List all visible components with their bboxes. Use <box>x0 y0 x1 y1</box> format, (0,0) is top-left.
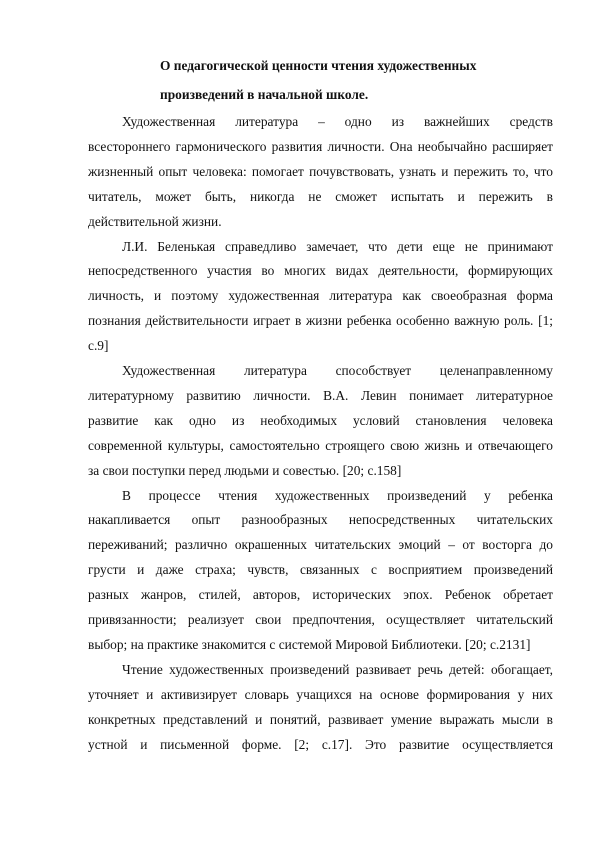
paragraph-5-line-3: конкретных представлений и понятий, развивает умение выражать мысли в <box>88 711 553 727</box>
paragraph-1-line-5: действительной жизни. <box>88 213 222 229</box>
paragraph-4-line-1: В процессе чтения художественных произведений у ребенка <box>122 487 553 503</box>
paragraph-2-line-1: Л.И. Беленькая справедливо замечает, что дети еще не принимают <box>122 238 553 254</box>
paragraph-3-line-4: современной культуры, самостоятельно строящего свою жизнь и отвечающего <box>88 437 553 453</box>
document-title-line-1: О педагогической ценности чтения художественных <box>160 58 477 73</box>
paragraph-4-line-5: разных жанров, стилей, авторов, исторических эпох. Ребенок обретает <box>88 587 553 603</box>
paragraph-4-line-4: грусти и даже страха; чувств, связанных с восприятием произведений <box>88 562 553 578</box>
paragraph-1-line-2: всестороннего гармонического развития личности. Она необычайно расширяет <box>88 138 553 154</box>
paragraph-2-line-5: с.9] <box>88 338 109 354</box>
paragraph-4-line-6: привязанности; реализует свои предпочтения, осуществляет читательский <box>88 612 553 627</box>
paragraph-1-line-4: читатель, может быть, никогда не сможет испытать и пережить в <box>88 188 553 204</box>
paragraph-2-line-2: непосредственного участия во многих видах деятельности, формирующих <box>88 263 553 279</box>
paragraph-3-line-3: развитие как одно из необходимых условий становления человека <box>88 412 553 428</box>
paragraph-2-line-3: личность, и поэтому художественная литература как своеобразная форма <box>88 288 553 304</box>
paragraph-4-line-3: переживаний; различно окрашенных читательских эмоций – от восторга до <box>88 537 553 553</box>
paragraph-5-line-1: Чтение художественных произведений развивает речь детей: обогащает, <box>122 661 553 677</box>
paragraph-3-line-5: за свои поступки перед людьми и совестью. [20; с.158] <box>88 462 402 478</box>
paragraph-3-line-1: Художественная литература способствует целенаправленному <box>122 363 553 378</box>
paragraph-1-line-1: Художественная литература – одно из важнейших средств <box>122 114 553 129</box>
paragraph-2-line-4: познания действительности играет в жизни ребенка особенно важную роль. [1; <box>88 313 553 329</box>
paragraph-1-line-3: жизненный опыт человека: помогает почувствовать, узнать и пережить то, что <box>88 163 553 179</box>
paragraph-4-line-7: выбор; на практике знакомится с системой Мировой Библиотеки. [20; с.2131] <box>88 636 531 652</box>
paragraph-5-line-2: уточняет и активизирует словарь учащихся на основе формирования у них <box>88 686 553 702</box>
paragraph-4-line-2: накапливается опыт разнообразных непосредственных читательских <box>88 512 553 528</box>
document-title-line-2: произведений в начальной школе. <box>160 87 369 102</box>
paragraph-3-line-2: литературному развитию личности. В.А. Левин понимает литературное <box>88 387 553 403</box>
paragraph-5-line-4: устной и письменной форме. [2; с.17]. Это развитие осуществляется <box>88 736 553 752</box>
